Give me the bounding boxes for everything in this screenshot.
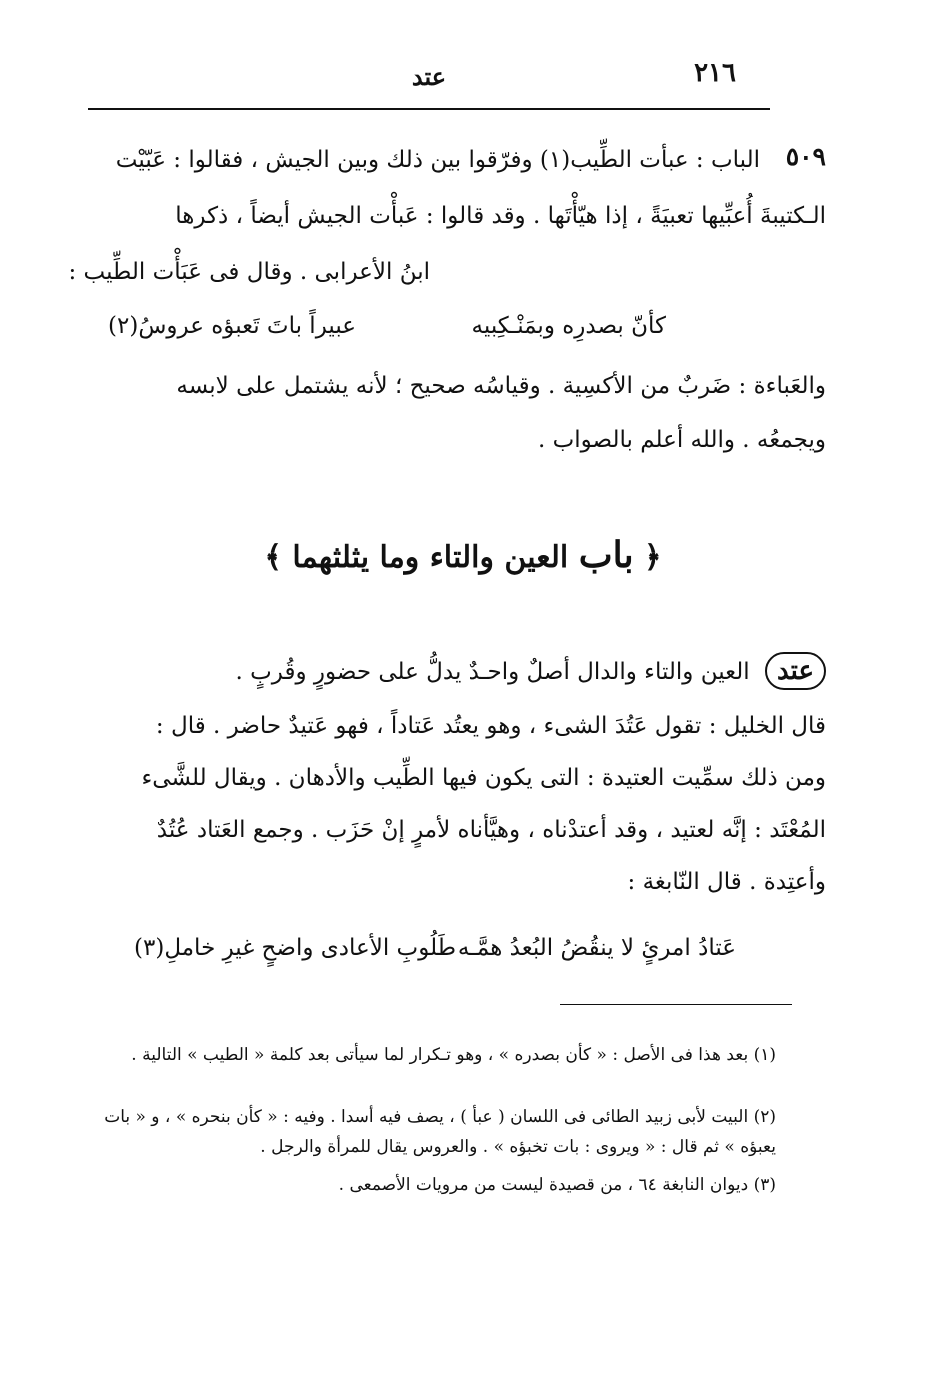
- header-rule: [88, 108, 770, 110]
- section-line-2: قال الخليل : تقول عَتُدَ الشىء ، وهو يعتُد عَتاداً ، فهو عَتيدٌ حاضر . قال :: [155, 713, 826, 739]
- footnote-rule: [560, 1004, 792, 1005]
- page-header: [88, 58, 770, 98]
- chapter-title: [0, 534, 926, 576]
- entry-line-1: الباب : عبأت الطِّيب(١) وفرّقوا بين ذلك وبين الجيش ، فقالوا : عَبّيْت: [115, 147, 760, 173]
- section-line-1: [98, 650, 826, 694]
- footnote-2: (٢) البيت لأبى زبيد الطائى فى اللسان ( عبأ ) ، يصف فيه أسدا . وفيه : « كأن بنحره » ، و « بات يعبؤه » ثم قال : « ويروى : بات تخبؤه » . والعروس يقال للمرأة والرجل .: [104, 1107, 776, 1157]
- chapter-title-text: العين والتاء وما يثلثهما: [292, 540, 569, 575]
- section-line-4: المُعْتَد : إنَّه لعتيد ، وقد أعتدْناه ، وهيَّأناه لأمرٍ إنْ حَزَب . وجمع العَتاد عُتُدٌ: [156, 817, 826, 843]
- chapter-open-bracket: ﴿: [644, 540, 662, 575]
- section-line-5: وأعتِدة . قال النّابغة :: [627, 869, 826, 895]
- section-line-3: ومن ذلك سمِّيت العتيدة : التى يكون فيها الطِّيب والأدهان . ويقال للشَّىء: [141, 765, 826, 791]
- entry-line-5: ويجمعُه . والله أعلم بالصواب .: [537, 427, 826, 453]
- entry-line-2: الـكتيبةَ أُعبِّيها تعبيَةً ، إذا هيّأْتَها . وقد قالوا : عَبأْت الجيش أيضاً ، ذكرها: [175, 203, 826, 229]
- footnote-3: (٣) ديوان النابغة ٦٤ ، من قصيدة ليست من مرويات الأصمعى .: [338, 1175, 776, 1195]
- chapter-close-bracket: ﴾: [264, 540, 282, 575]
- verse-2-hemistich-left: طَلُوبِ الأعادى واضحٍ غيرِ خاملِ(٣): [134, 935, 456, 961]
- entry-line-3: ابنُ الأعرابى . وقال فى عَبَأْت الطِّيب :: [68, 259, 430, 285]
- verse-1-hemistich-right: كأنّ بصدرِه وبمَنْـكِبيه: [471, 313, 666, 339]
- headword: عتد: [765, 652, 826, 690]
- page-number: ٢١٦: [694, 58, 736, 88]
- running-head: عتد: [411, 62, 447, 91]
- footnote-1: (١) بعد هذا فى الأصل : « كأن بصدره » ، وهو تـكرار لما سيأتى بعد كلمة « الطيب » التالية .: [131, 1045, 776, 1065]
- entry-number: ٥٠٩: [785, 142, 826, 171]
- chapter-bab-word: باب: [578, 534, 634, 576]
- entry-line-4: والعَباءة : ضَربٌ من الأكسِية . وقياسُه صحيح ؛ لأنه يشتمل على لابسه: [176, 373, 826, 399]
- verse-1-hemistich-left: عبيراً باتَ تَعبؤه عروسُ(٢): [108, 313, 356, 339]
- verse-2-hemistich-right: عَتادُ امرئٍ لا ينقُضُ البُعدُ همَّـه: [457, 935, 736, 961]
- section-line-1-text: العين والتاء والدال أصلٌ واحـدٌ يدلُّ على حضورٍ وقُربٍ .: [235, 659, 750, 685]
